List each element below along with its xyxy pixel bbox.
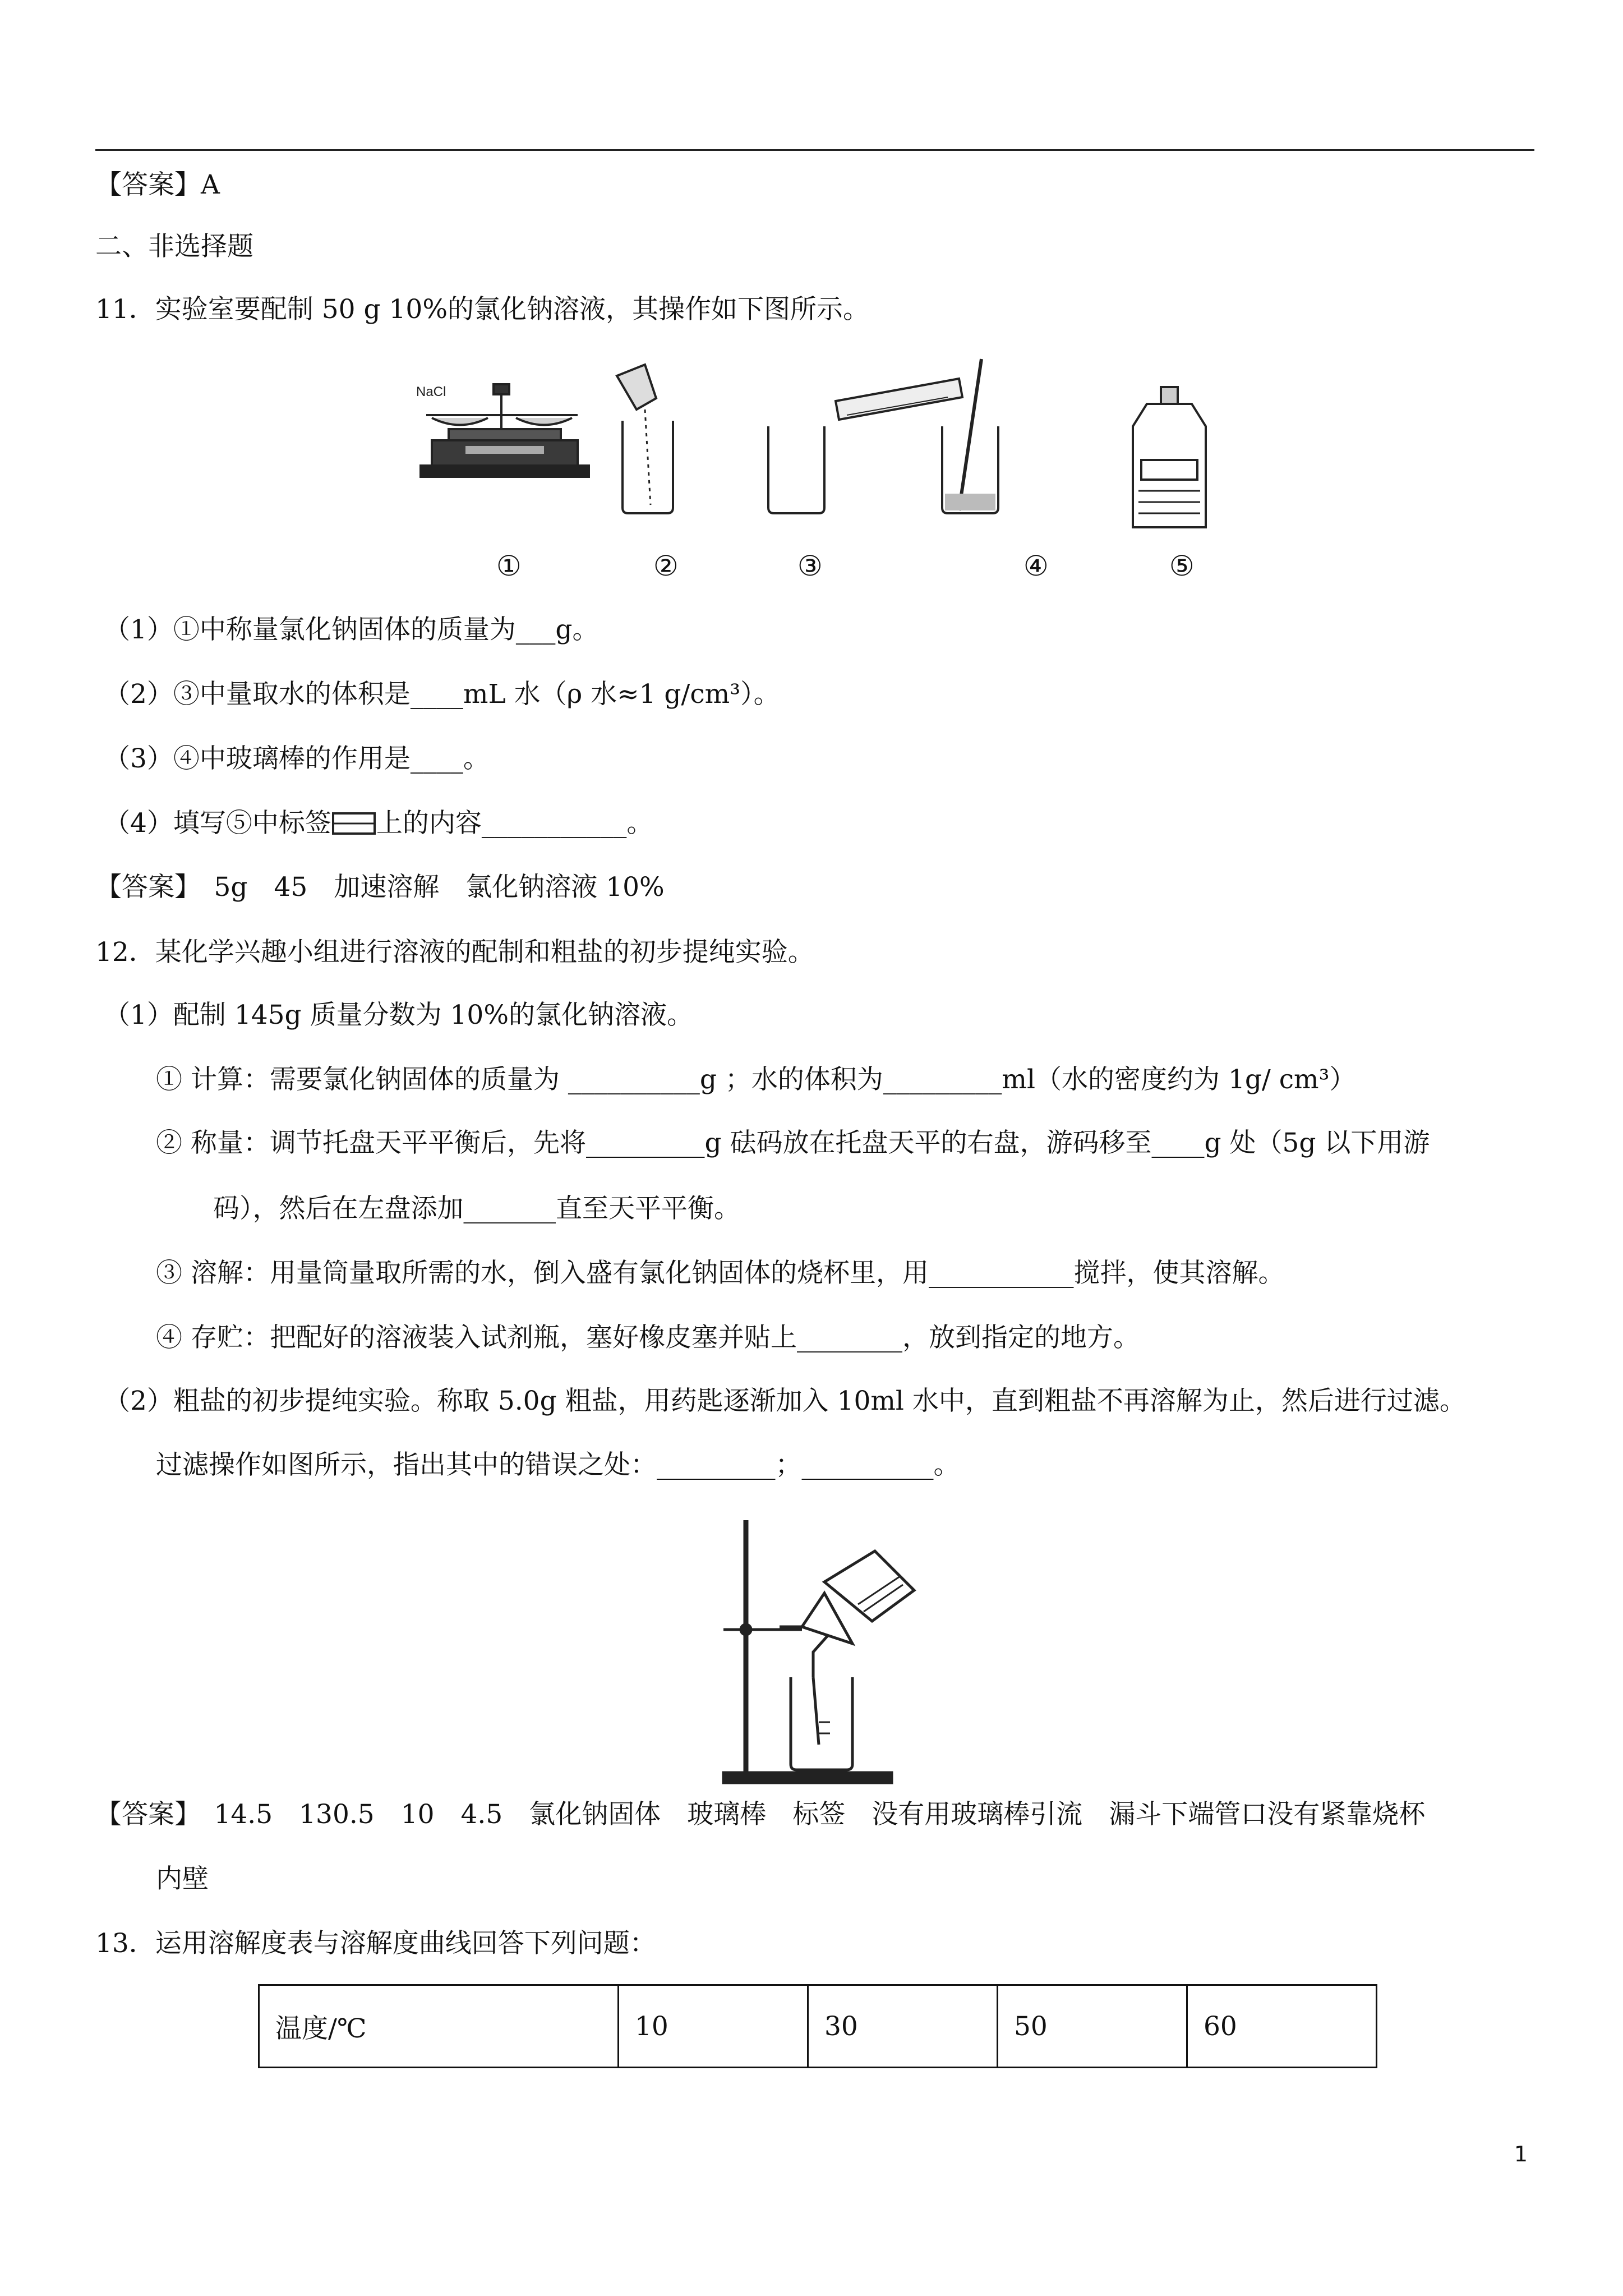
balance-icon [416,384,589,477]
question-13: 13．运用溶解度表与溶解度曲线回答下列问题： [95,1928,656,1959]
answer-12-cont: 内壁 [156,1864,209,1894]
question-12-1: （1）配制 145g 质量分数为 10%的氯化钠溶液。 [104,1000,693,1030]
answer-12: 【答案】 14.5 130.5 10 4.5 氯化钠固体 玻璃棒 标签 没有用玻璃棒引流 漏斗下端管口没有紧靠烧杯 [95,1799,1426,1830]
question-12-1-b: ② 称量：调节托盘天平平衡后，先将_________g 砝码放在托盘天平的右盘，游码移至____g 处（5g 以下用游 [156,1128,1430,1158]
step-label-3: ③ [797,550,823,582]
question-11-3: （3）④中玻璃棒的作用是____。 [104,743,490,774]
step-label-4: ④ [1023,550,1049,582]
table-cell: 50 [998,1985,1187,2068]
section-heading: 二、非选择题 [95,231,253,262]
question-12-1-d: ④ 存贮：把配好的溶液装入试剂瓶，塞好橡皮塞并贴上________，放到指定的地方。 [156,1322,1140,1353]
answer-11: 【答案】 5g 45 加速溶解 氯化钠溶液 10% [95,872,665,903]
answer-line: 【答案】A [95,169,220,200]
lab-steps-figure [409,348,1251,533]
page-number: 1 [1514,2142,1528,2166]
step-label-5: ⑤ [1169,550,1195,582]
table-cell: 10 [619,1985,808,2068]
question-11-4-part1: （4）填写⑤中标签 [104,808,331,839]
filtration-figure [712,1509,948,1789]
step-label-2: ② [653,550,679,582]
question-12-1-c: ③ 溶解：用量筒量取所需的水，倒入盛有氯化钠固体的烧杯里，用___________搅拌，使其溶解。 [156,1258,1285,1289]
step-label-1: ① [496,550,522,582]
table-header-cell: 温度/℃ [259,1985,619,2068]
filtration-apparatus-icon [723,1520,914,1783]
question-11-4-part2: 上的内容___________。 [376,808,653,839]
question-11-1: （1）①中称量氯化钠固体的质量为___g。 [104,614,599,645]
table-cell: 30 [808,1985,998,2068]
table-cell: 60 [1187,1985,1377,2068]
reagent-bottle-icon [1133,387,1206,527]
question-12-2: （2）粗盐的初步提纯实验。称取 5.0g 粗盐，用药匙逐渐加入 10ml 水中，直到粗盐不再溶解为止，然后进行过滤。 [104,1386,1466,1416]
header-rule [95,149,1534,151]
question-12-1-a: ① 计算：需要氯化钠固体的质量为 __________g ；水的体积为_________ml（水的密度约为 1g/ cm³） [156,1064,1356,1095]
question-12-2-b: 过滤操作如图所示，指出其中的错误之处：_________；__________。 [156,1450,960,1480]
beaker-cylinder-icon [768,379,962,513]
question-11-2: （2）③中量取水的体积是____mL 水（ρ 水≈1 g/cm³）。 [104,679,780,710]
question-11-4 [104,807,653,840]
question-11: 11．实验室要配制 50 g 10%的氯化钠溶液，其操作如下图所示。 [95,294,869,325]
nacl-label: NaCl [416,384,446,399]
solubility-table [258,1984,1377,2068]
question-12: 12．某化学兴趣小组进行溶液的配制和粗盐的初步提纯实验。 [95,937,814,968]
beaker-with-paper-icon [617,365,673,513]
table-row [259,1985,1377,2068]
label-box-icon [331,810,376,834]
question-12-1-b2: 码），然后在左盘添加_______直至天平平衡。 [213,1193,740,1224]
